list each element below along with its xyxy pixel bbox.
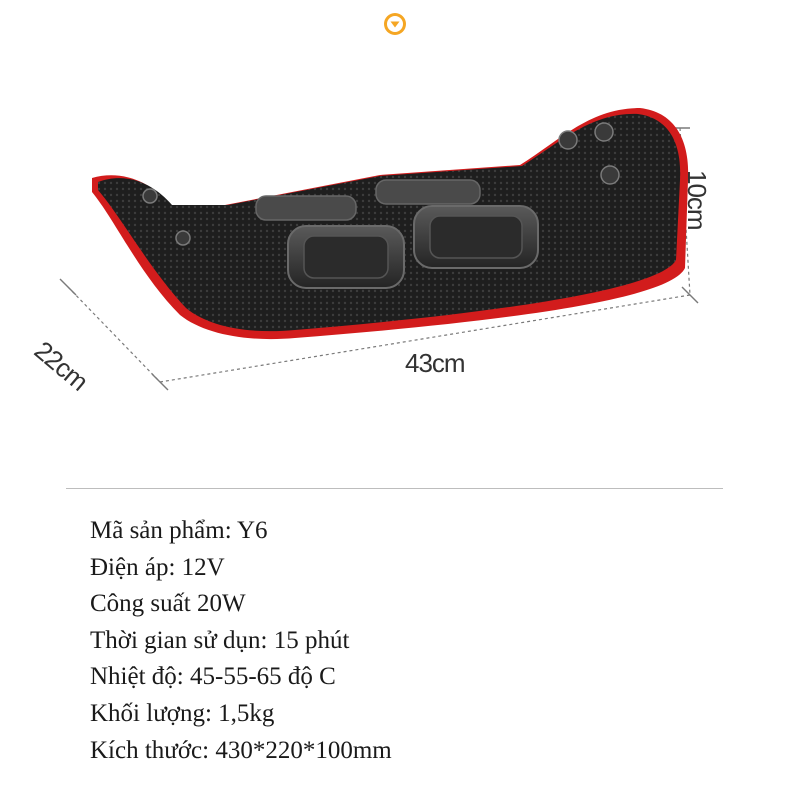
- spec-list: [90, 513, 392, 769]
- spec-power: Công suất 20W: [90, 590, 246, 618]
- depth-dimension-label: 22cm: [28, 335, 94, 397]
- spec-temperature: Nhiệt độ: 45-55-65 độ C: [90, 663, 336, 691]
- heat-pad-back-left: [256, 196, 356, 220]
- spec-voltage: Điện áp: 12V: [90, 553, 225, 581]
- heat-pad-front-right: [414, 206, 538, 268]
- spec-size: Kích thước: 430*220*100mm: [90, 736, 392, 764]
- spec-usage-time: Thời gian sử dụn: 15 phút: [90, 626, 350, 654]
- spec-weight: Khối lượng: 1,5kg: [90, 699, 275, 727]
- height-dimension-label: 10cm: [682, 170, 712, 230]
- width-dimension-label: 43cm: [405, 348, 465, 378]
- heat-pad-back-right: [376, 180, 480, 204]
- spec-product-code: Mã sản phẩm: Y6: [90, 517, 268, 544]
- heat-pad-front-left: [288, 226, 404, 288]
- divider: [66, 488, 723, 489]
